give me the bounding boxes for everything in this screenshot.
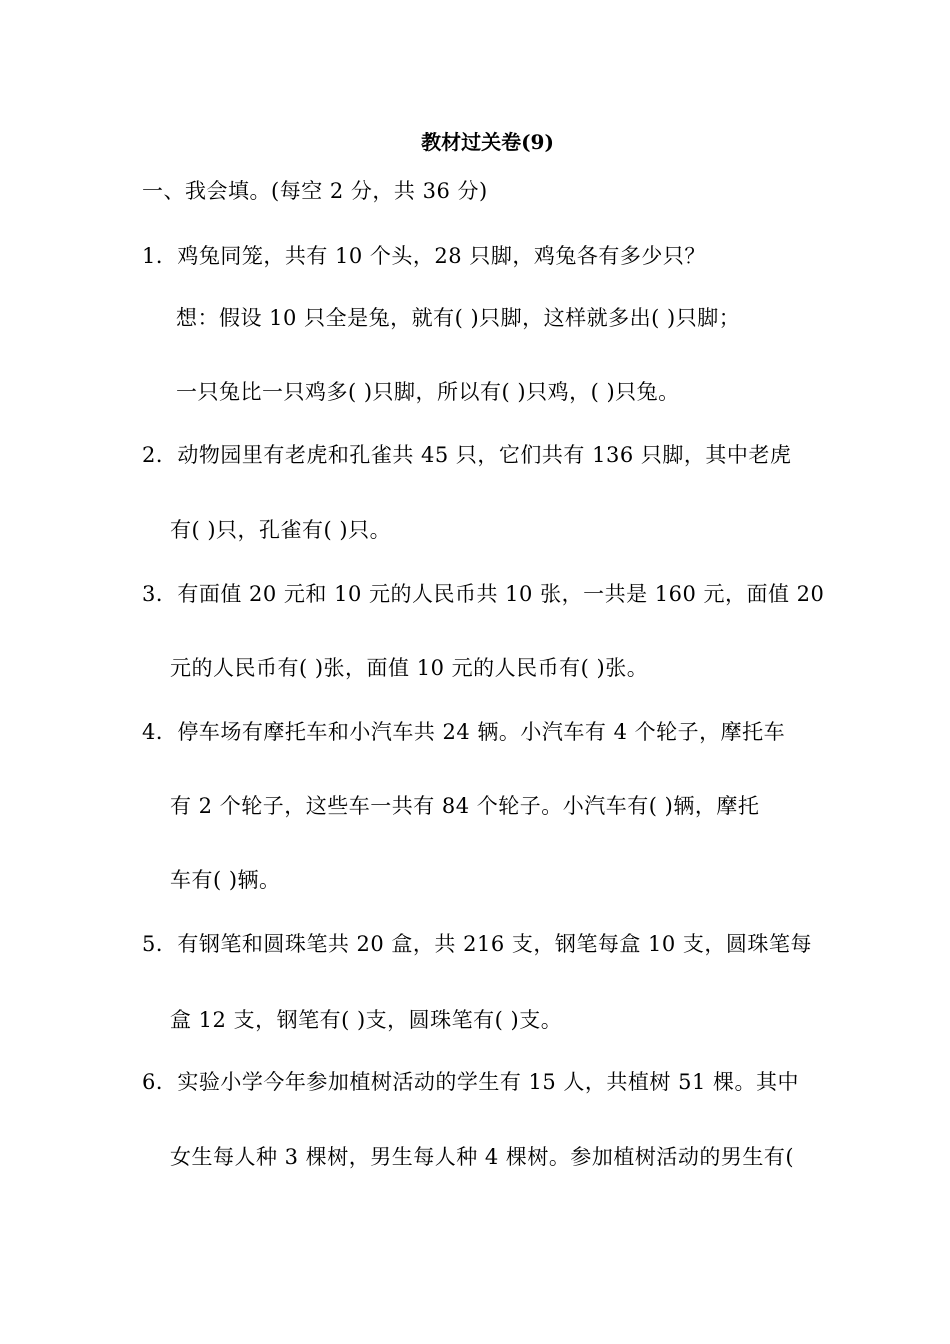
question-4-line-3: 车有( )辆。 [170,868,281,892]
question-6-line-2: 女生每人种 3 棵树，男生每人种 4 棵树。参加植树活动的男生有( [170,1145,795,1169]
section-heading: 一、我会填。(每空 2 分，共 36 分) [142,179,488,203]
question-1-line-3: 一只兔比一只鸡多( )只脚，所以有( )只鸡，( )只兔。 [176,380,680,404]
question-3-line-2: 元的人民币有( )张，面值 10 元的人民币有( )张。 [170,656,649,680]
question-5-line-2: 盒 12 支，钢笔有( )支，圆珠笔有( )支。 [170,1008,563,1032]
question-1-line-2: 想：假设 10 只全是兔，就有( )只脚，这样就多出( )只脚； [176,306,741,330]
question-2-line-1: 2．动物园里有老虎和孔雀共 45 只，它们共有 136 只脚，其中老虎 [142,443,792,467]
question-5-line-1: 5．有钢笔和圆珠笔共 20 盒，共 216 支，钢笔每盒 10 支，圆珠笔每 [142,932,812,956]
page-title: 教材过关卷(9) [421,130,554,154]
question-6-line-1: 6．实验小学今年参加植树活动的学生有 15 人，共植树 51 棵。其中 [142,1070,800,1094]
question-2-line-2: 有( )只，孔雀有( )只。 [170,518,392,542]
question-4-line-2: 有 2 个轮子，这些车一共有 84 个轮子。小汽车有( )辆，摩托 [170,794,760,818]
question-1-line-1: 1．鸡兔同笼，共有 10 个头，28 只脚，鸡兔各有多少只？ [142,244,706,268]
question-3-line-1: 3．有面值 20 元和 10 元的人民币共 10 张，一共是 160 元，面值 20 [142,582,825,606]
question-4-line-1: 4．停车场有摩托车和小汽车共 24 辆。小汽车有 4 个轮子，摩托车 [142,720,786,744]
